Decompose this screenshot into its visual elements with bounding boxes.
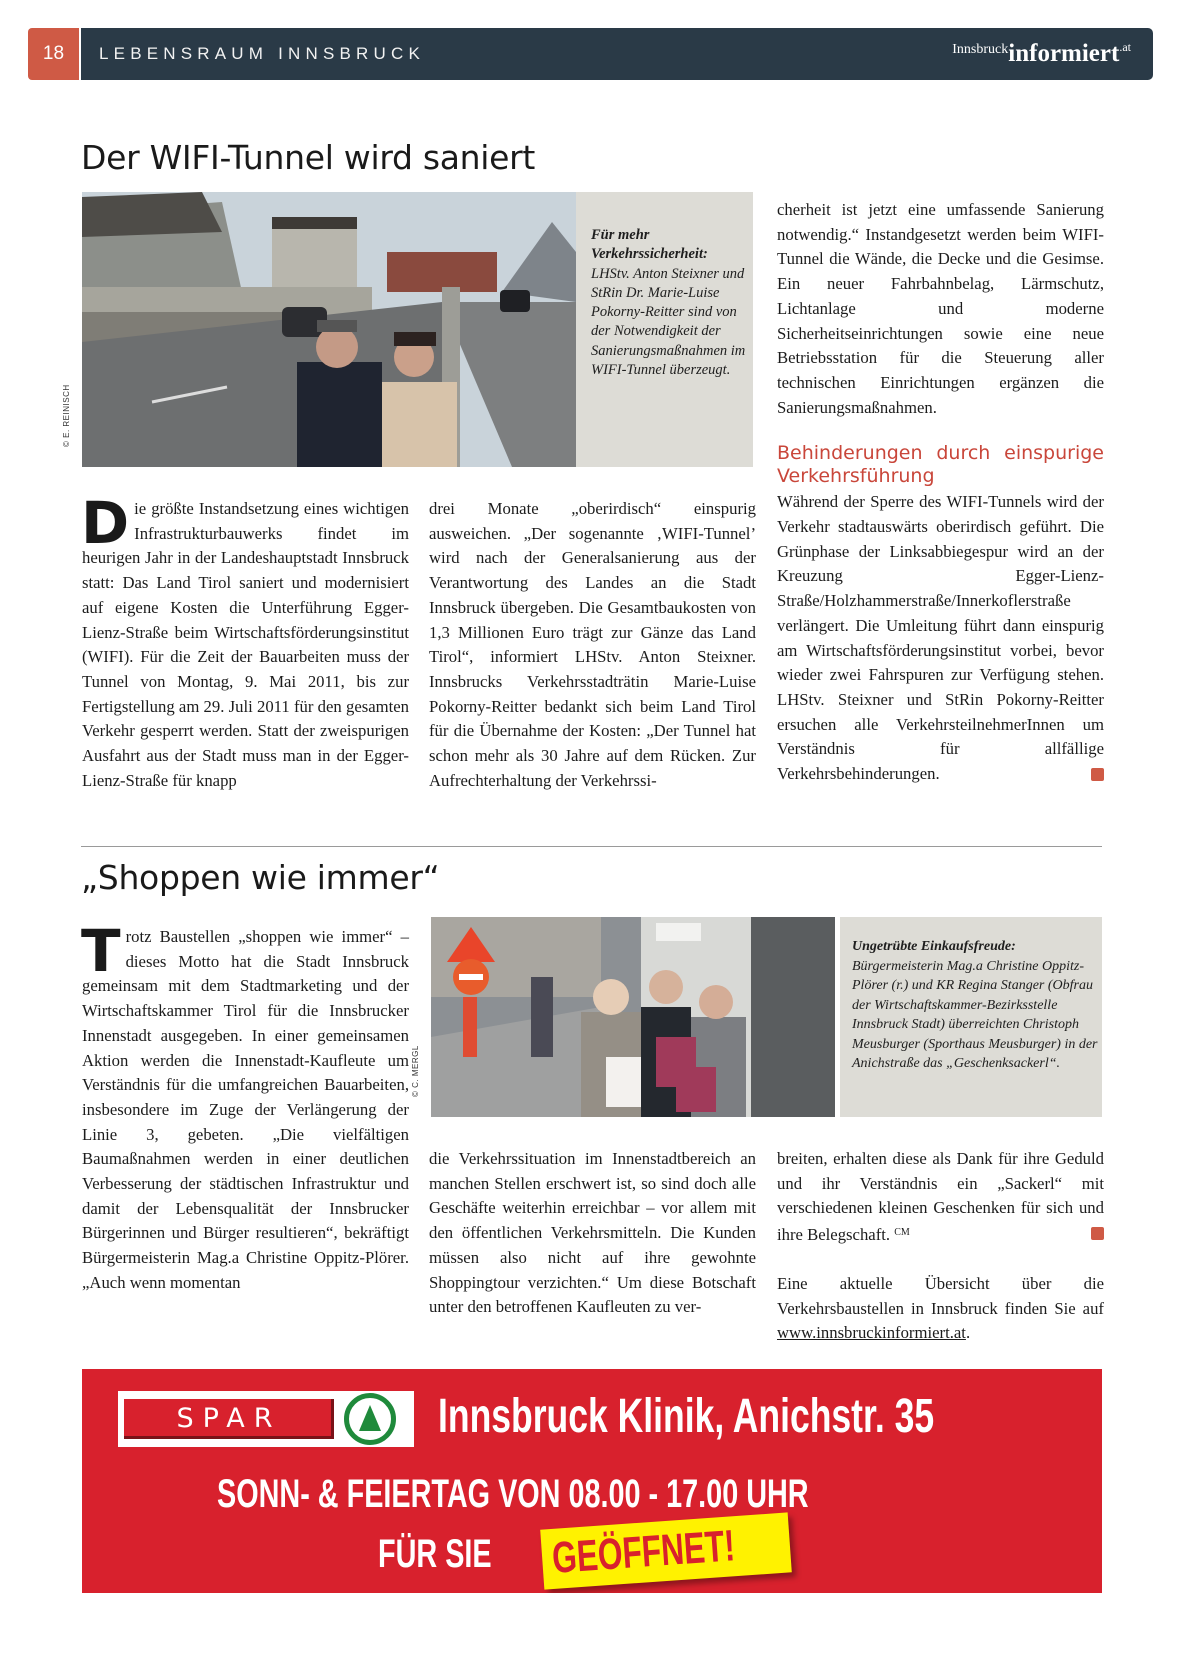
spar-advertisement[interactable] bbox=[82, 1369, 1102, 1593]
road-photo-illustration bbox=[82, 192, 576, 467]
article1-col1-text: ie größte Instandsetzung eines wichtigen Infrastrukturbauwerks findet im heurigen Jahr in der Landeshauptstadt Innsbruck statt: Das Land Tirol saniert und modernisiert auf eigene Kosten die Unterführung Egger-Lienz-Straße beim Wirtschaftsförderungsinstitut (WIFI). Für die Zeit der Bauarbeiten muss der Tunnel von Montag, 9. Mai 2011, bis zur Fertigstellung am 29. Juli 2011 für den gesamten Verkehr gesperrt werden. Statt der zweispurigen Ausfahrt aus der Stadt muss man in der Egger-Lienz-Straße für knapp bbox=[82, 499, 409, 790]
spar-plate bbox=[124, 1399, 334, 1439]
article1-col2-text: drei Monate „oberirdisch“ einspurig ausweichen. „Der sogenannte ‚WIFI-Tunnel’ wird nach der Generalsanierung aus der Verantwortung des Landes an die Stadt Innsbruck übergeben. Die Gesamtbaukosten von 1,3 Millionen Euro trägt zur Gänze das Land Tirol“, informiert LHStv. Anton Steixner. Innsbrucks Verkehrsstadträtin Marie-Luise Pokorny-Reitter bedankt sich beim Land Tirol für die Übernahme der Kosten: „Der Tunnel hat schon mehr als 30 Jahre auf dem Rücken. Zur Aufrechterhaltung der Verkehrssi- bbox=[429, 499, 756, 790]
article1-photo bbox=[82, 192, 576, 467]
brand-prefix: Innsbruck bbox=[952, 42, 1009, 57]
article1-column-1 bbox=[81, 489, 409, 793]
caption-lead: Ungetrübte Einkaufsfreude: bbox=[852, 939, 1016, 954]
tree-shape bbox=[359, 1405, 381, 1431]
article2-caption bbox=[852, 937, 1098, 1074]
caption-body: Bürgermeisterin Mag.a Christine Oppitz-Plörer (r.) und KR Regina Stanger (Obfrau der Wirtschaftskammer-Bezirksstelle Innsbruck Stadt) überreichten Christoph Meusburger (Sporthaus Meusburger) in der Anichstraße das „Geschenksackerl“. bbox=[852, 958, 1098, 1071]
article2-col3-body: breiten, erhalten diese als Dank für ihre Geduld und ihr Verständnis ein „Sackerl“ mit verschiedenen kleinen Geschenken für sich und ihre Belegschaft. bbox=[777, 1149, 1104, 1245]
spar-logo bbox=[118, 1391, 414, 1447]
ad-open-text: GEÖFFNET! bbox=[550, 1521, 737, 1583]
note-end: . bbox=[965, 1323, 971, 1343]
photo-credit: © C. MERGL bbox=[411, 1045, 420, 1097]
article1-col3-intro: cherheit ist jetzt eine umfassende Sanierung notwendig.“ Instandgesetzt werden beim WIFI-Tunnel die Wände, die Decke und die Gesimse. Ein neuer Fahrbahnbelag, Lärmschutz, Lichtanlage und moderne Sicherheitseinrichtungen sowie eine neue Betriebsstation für die Steuerung aller technischen Einrichtungen ergänzen die Sanierungsmaßnahmen. bbox=[777, 200, 1104, 417]
section-title: LEBENSRAUM INNSBRUCK bbox=[99, 44, 425, 63]
article-divider bbox=[81, 846, 1102, 847]
article2-column-3 bbox=[777, 1147, 1104, 1346]
brand-suffix: .at bbox=[1119, 40, 1131, 54]
shopping-photo-illustration bbox=[431, 917, 835, 1117]
page-header bbox=[28, 28, 1153, 80]
article2-headline: „Shoppen wie immer“ bbox=[81, 858, 440, 897]
article1-column-3 bbox=[777, 198, 1104, 787]
author-initials: CM bbox=[894, 1227, 910, 1239]
article1-col3-body: Während der Sperre des WIFI-Tunnels wird der Verkehr stadtauswärts oberirdisch geführt. Die Grünphase der Linksabbiegespur wird an der Kreuzung Egger-Lienz-Straße/Holzhammerstraße/Innerkoflerstraße verlängert. Die Umleitung führt dann einspurig am Wirtschaftsförderungsinstitut vorbei, bevor wieder zwei Fahrspuren zur Verfügung stehen. LHStv. Steixner und StRin Pokorny-Reitter ersuchen alle VerkehrsteilnehmerInnen um Verständnis für allfällige Verkehrsbehinderungen. bbox=[777, 492, 1104, 784]
end-mark-icon bbox=[1091, 1227, 1104, 1240]
caption-lead: Für mehr Verkehrssicherheit: bbox=[591, 227, 708, 263]
article1-column-2 bbox=[429, 497, 756, 793]
website-link[interactable]: www.innsbruckinformiert.at bbox=[777, 1323, 966, 1343]
article2-col1-text: rotz Baustellen „shoppen wie immer“ – dieses Motto hat die Stadt Innsbruck gemeinsam mit dem Stadtmarketing und der Wirtschaftskammer Tirol für die Innsbrucker Innenstadt ausgegeben. In einer gemeinsamen Aktion werden die Innenstadt-Kaufleute um Verständnis für die umfangreichen Bauarbeiten, insbesondere im Zuge der Verlängerung der Linie 3, gebeten. „Die vielfältigen Baumaßnahmen werden in einer deutlichen Verbesserung der städtischen Infrastruktur und damit der Lebensqualität der Innsbrucker Bürgerinnen und Bürger resultieren“, bekräftigt Bürgermeisterin Mag.a Christine Oppitz-Plörer. „Auch wenn momentan bbox=[82, 927, 409, 1292]
ad-for-you: FÜR SIE bbox=[378, 1532, 492, 1576]
article2-note: Eine aktuelle Übersicht über die Verkehrsbaustellen in Innsbruck finden Sie auf bbox=[777, 1273, 1104, 1318]
brand-logo[interactable] bbox=[952, 40, 1131, 68]
spar-wordmark: SPAR bbox=[176, 1403, 282, 1434]
ad-open-badge bbox=[540, 1512, 792, 1589]
end-mark-icon bbox=[1091, 768, 1104, 781]
article1-headline: Der WIFI-Tunnel wird saniert bbox=[81, 138, 536, 177]
article1-caption bbox=[591, 226, 749, 380]
article1-subheading: Behinderungen durch einspurige Verkehrsführung bbox=[777, 442, 1104, 488]
caption-body: LHStv. Anton Steixner und StRin Dr. Marie-Luise Pokorny-Reitter sind von der Notwendigkeit der Sanierungsmaßnahmen im WIFI-Tunnel überzeugt. bbox=[591, 265, 746, 379]
article2-photo bbox=[431, 917, 835, 1117]
dropcap: D bbox=[81, 489, 130, 557]
dropcap: T bbox=[81, 917, 121, 985]
brand-main: informiert bbox=[1008, 40, 1120, 67]
ad-address: Innsbruck Klinik, Anichstr. 35 bbox=[438, 1390, 935, 1443]
article2-column-2 bbox=[429, 1147, 756, 1320]
spar-tree-icon bbox=[344, 1393, 396, 1445]
page-number: 18 bbox=[28, 28, 79, 80]
header-bar bbox=[81, 28, 1153, 80]
photo-credit: © E. REINISCH bbox=[62, 384, 71, 447]
ad-hours: SONN- & FEIERTAG VON 08.00 - 17.00 UHR bbox=[217, 1472, 809, 1516]
article2-col2-text: die Verkehrssituation im Innenstadtbereich an manchen Stellen erschwert ist, so sind doch alle Geschäfte weiterhin erreichbar – vor allem mit den öffentlichen Verkehrsmitteln. Die Kunden müssen also nicht auf ihre gewohnte Shoppingtour verzichten.“ Um diese Botschaft unter den betroffenen Kaufleuten zu ver- bbox=[429, 1149, 756, 1317]
article2-column-1 bbox=[81, 917, 409, 1296]
